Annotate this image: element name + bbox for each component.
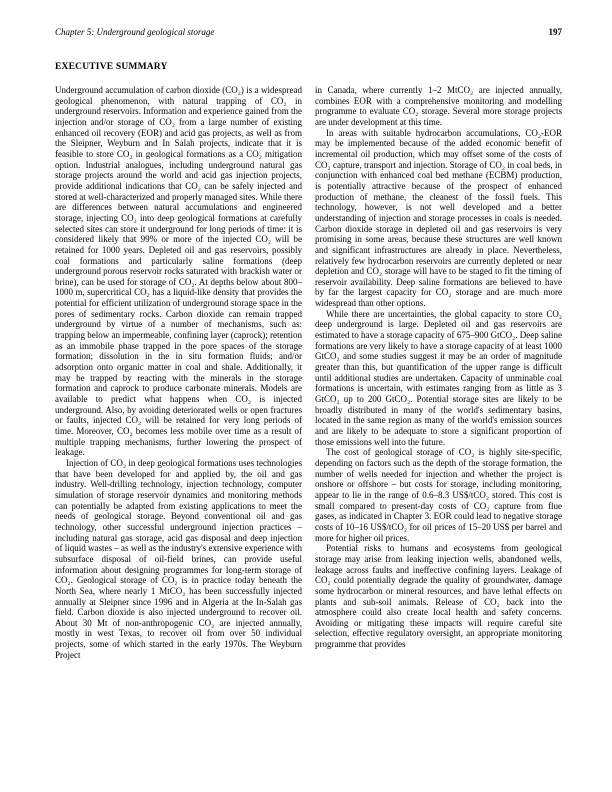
text-columns bbox=[55, 85, 562, 660]
running-header bbox=[55, 27, 562, 38]
paragraph: Potential risks to humans and ecosystems from geological storage may arise from leaking injection wells, abandoned wells, leakage across faults and ineffective confining layers. Leakage of CO₂ could potentially degrade the quality of groundwater, damage some hydrocarbon or mineral resources, and have lethal effects on plants and sub-soil animals. Release of CO₂ back into the atmosphere could also create local health and safety concerns. Avoiding or mitigating these impacts will require careful site selection, effective regulatory oversight, an appropriate monitoring programme that provides bbox=[315, 543, 562, 650]
paragraph: In areas with suitable hydrocarbon accumulations, CO₂-EOR may be implemented because of the added economic benefit of incremental oil production, which may offset some of the costs of CO₂ capture, transport and injection. Storage of CO₂ in coal beds, in conjunction with enhanced coal bed methane (ECBM) production, is potentially attractive because of the prospect of enhanced production of methane, the cleanest of the fossil fuels. This technology, however, is not well developed and a better understanding of injection and storage processes in coals is needed. Carbon dioxide storage in depleted oil and gas reservoirs is very promising in some areas, because these structures are well known and significant infrastructures are already in place. Nevertheless, relatively few hydrocarbon reservoirs are currently depleted or near depletion and CO₂ storage will have to be staged to fit the timing of reservoir availability. Deep saline formations are believed to have by far the largest capacity for CO₂ storage and are much more widespread than other options. bbox=[315, 127, 562, 309]
running-header-chapter-title: Chapter 5: Underground geological storage bbox=[55, 27, 215, 37]
paragraph: The cost of geological storage of CO₂ is highly site-specific, depending on factors such as the depth of the storage formation, the number of wells needed for injection and whether the project is onshore or offshore – but costs for storage, including monitoring, appear to lie in the range of 0.6–8.3 US$/tCO₂ stored. This cost is small compared to present-day costs of CO₂ capture from flue gases, as indicated in Chapter 3. EOR could lead to negative storage costs of 10–16 US$/tCO₂ for oil prices of 15–20 US$ per barrel and more for higher oil prices. bbox=[315, 447, 562, 543]
paragraph: in Canada, where currently 1–2 MtCO₂ are injected annually, combines EOR with a comprehensive monitoring and modelling programme to evaluate CO₂ storage. Several more storage projects are under development at this time. bbox=[315, 85, 562, 127]
page-number: 197 bbox=[548, 27, 562, 37]
paragraph: Injection of CO₂ in deep geological formations uses technologies that have been developed for and applied by, the oil and gas industry. Well-drilling technology, injection technology, computer simulation of storage reservoir dynamics and monitoring methods can potentially be adapted from existing applications to meet the needs of geological storage. Beyond conventional oil and gas technology, other successful underground injection practices – including natural gas storage, acid gas disposal and deep injection of liquid wastes – as well as the industry's extensive experience with subsurface disposal of oil-field brines, can provide useful information about designing programmes for long-term storage of CO₂. Geological storage of CO₂ is in practice today beneath the North Sea, where nearly 1 MtCO₂ has been successfully injected annually at Sleipner since 1996 and in Algeria at the In-Salah gas field. Carbon dioxide is also injected underground to recover oil. About 30 Mt of non-anthropogenic CO₂ are injected annually, mostly in west Texas, to recover oil from over 50 individual projects, some of which started in the early 1970s. The Weyburn Project bbox=[55, 457, 302, 660]
section-title: EXECUTIVE SUMMARY bbox=[55, 62, 168, 72]
right-column bbox=[315, 85, 562, 660]
paragraph: While there are uncertainties, the global capacity to store CO₂ deep underground is large. Depleted oil and gas reservoirs are estimated to have a storage capacity of 675–900 GtCO₂. Deep saline formations are very likely to have a storage capacity of at least 1000 GtCO₂ and some studies suggest it may be an order of magnitude greater than this, but quantification of the upper range is difficult until additional studies are undertaken. Capacity of unminable coal formations is uncertain, with estimates ranging from as little as 3 GtCO₂ up to 200 GtCO₂. Potential storage sites are likely to be broadly distributed in many of the world's sedimentary basins, located in the same region as many of the world's emission sources and are likely to be adequate to store a significant proportion of those emissions well into the future. bbox=[315, 308, 562, 447]
paragraph: Underground accumulation of carbon dioxide (CO₂) is a widespread geological phenomenon, with natural trapping of CO₂ in underground reservoirs. Information and experience gained from the injection and/or storage of CO₂ from a large number of existing enhanced oil recovery (EOR) and acid gas projects, as well as from the Sleipner, Weyburn and In Salah projects, indicate that it is feasible to store CO₂ in geological formations as a CO₂ mitigation option. Industrial analogues, including underground natural gas storage projects around the world and acid gas injection projects, provide additional indications that CO₂ can be safely injected and stored at well-characterized and properly managed sites. While there are differences between natural accumulations and engineered storage, injecting CO₂ into deep geological formations at carefully selected sites can store it underground for long periods of time: it is considered likely that 99% or more of the injected CO₂ will be retained for 1000 years. Depleted oil and gas reservoirs, possibly coal formations and particularly saline formations (deep underground porous reservoir rocks saturated with brackish water or brine), can be used for storage of CO₂. At depths below about 800–1000 m, supercritical CO₂ has a liquid-like density that provides the potential for efficient utilization of underground storage space in the pores of sedimentary rocks. Carbon dioxide can remain trapped underground by virtue of a number of mechanisms, such as: trapping below an impermeable, confining layer (caprock); retention as an immobile phase trapped in the pore spaces of the storage formation; dissolution in the in situ formation fluids; and/or adsorption onto organic matter in coal and shale. Additionally, it may be trapped by reacting with the minerals in the storage formation and caprock to produce carbonate minerals. Models are available to predict what happens when CO₂ is injected underground. Also, by avoiding deteriorated wells or open fractures or faults, injected CO₂ will be retained for very long periods of time. Moreover, CO₂ becomes less mobile over time as a result of multiple trapping mechanisms, further lowering the prospect of leakage. bbox=[55, 85, 302, 458]
left-column bbox=[55, 85, 302, 660]
